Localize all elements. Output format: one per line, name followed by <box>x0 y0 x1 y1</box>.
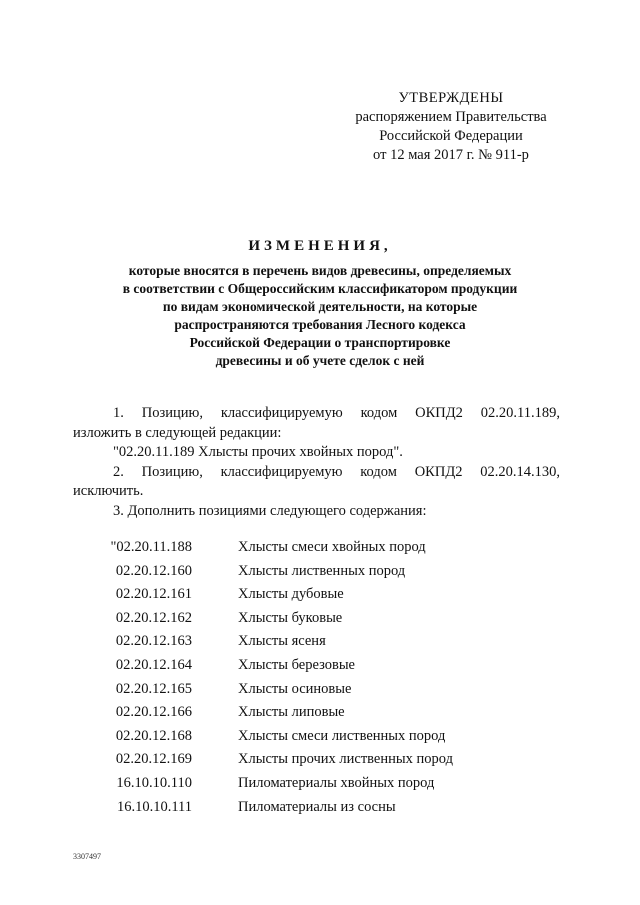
position-row <box>0 654 640 678</box>
item-2-word: 02.20.14.130, <box>480 463 560 480</box>
position-code: 02.20.12.162 <box>115 609 192 626</box>
position-row <box>0 796 640 820</box>
item-1-word: 02.20.11.189, <box>480 405 561 421</box>
item-1-word: 1. Позицию, <box>113 405 203 421</box>
position-row <box>0 630 640 654</box>
position-code: "02.20.11.188 <box>110 539 192 555</box>
position-row <box>0 607 640 631</box>
item-2-word: кодом <box>360 463 397 480</box>
position-code: 02.20.12.164 <box>115 656 192 673</box>
subtitle-line: Российской Федерации о транспортировке <box>189 335 451 350</box>
position-name: Хлысты смеси хвойных пород <box>238 539 426 555</box>
subtitle-line: древесины и об учете сделок с ней <box>215 353 425 368</box>
position-name: Хлысты лиственных пород <box>238 562 406 579</box>
position-row <box>0 678 640 702</box>
document-subtitle <box>60 262 580 370</box>
position-row <box>0 772 640 796</box>
position-name: Хлысты липовые <box>238 704 345 721</box>
position-row <box>0 748 640 772</box>
position-name: Хлысты ясеня <box>238 633 326 650</box>
position-code: 16.10.10.111 <box>116 798 192 815</box>
position-code: 02.20.12.160 <box>115 562 192 579</box>
document-title: ИЗМЕНЕНИЯ, <box>248 238 392 254</box>
positions-list <box>0 536 640 819</box>
position-name: Хлысты березовые <box>238 656 355 673</box>
position-code: 02.20.12.169 <box>115 751 192 768</box>
item-1-new-wording: "02.20.11.189 Хлысты прочих хвойных пород". <box>113 444 403 460</box>
item-1-word: ОКПД2 <box>415 405 463 421</box>
item-2-continuation: исключить. <box>73 483 144 499</box>
item-1-word: классифицируемую <box>220 405 343 421</box>
position-row <box>0 583 640 607</box>
item-1-continuation: изложить в следующей редакции: <box>73 424 282 441</box>
subtitle-line: по видам экономической деятельности, на которые <box>162 299 478 314</box>
item-1-word: кодом <box>360 405 398 421</box>
position-row <box>0 536 640 560</box>
item-2-word: ОКПД2 <box>414 463 463 480</box>
approval-line: распоряжением Правительства <box>355 109 547 125</box>
position-code: 02.20.12.163 <box>115 633 192 650</box>
document-title-block <box>60 236 580 370</box>
position-name: Пиломатериалы из сосны <box>238 798 396 815</box>
amendment-text <box>73 404 560 521</box>
position-name: Хлысты смеси лиственных пород <box>238 727 446 744</box>
document-footer-code: 3307497 <box>73 852 101 861</box>
item-1-first-line <box>73 404 560 424</box>
item-2-word: классифицируемую <box>220 463 343 480</box>
position-name: Хлысты прочих лиственных пород <box>238 751 453 768</box>
approval-line: Российской Федерации <box>379 128 523 144</box>
position-name: Хлысты буковые <box>238 609 343 626</box>
item-2-first-line <box>73 463 560 483</box>
position-row <box>0 701 640 725</box>
item-2-word: 2. Позицию, <box>113 463 203 480</box>
subtitle-line: распространяются требования Лесного кодекса <box>174 317 466 332</box>
position-code: 16.10.10.110 <box>116 774 192 791</box>
position-name: Хлысты дубовые <box>238 586 344 603</box>
position-code: 02.20.12.166 <box>115 704 192 721</box>
position-code: 02.20.12.165 <box>115 680 192 697</box>
position-row <box>0 725 640 749</box>
approval-date-number: от 12 мая 2017 г. № 911-р <box>373 147 529 163</box>
approval-heading: УТВЕРЖДЕНЫ <box>398 90 504 106</box>
subtitle-line: которые вносятся в перечень видов древесины, определяемых <box>128 263 512 278</box>
position-code: 02.20.12.168 <box>115 727 192 744</box>
subtitle-line: в соответствии с Общероссийским классификатором продукции <box>122 281 518 296</box>
position-name: Хлысты осиновые <box>238 680 352 697</box>
position-code: 02.20.12.161 <box>115 586 192 603</box>
item-3: 3. Дополнить позициями следующего содержания: <box>113 502 427 519</box>
position-name: Пиломатериалы хвойных пород <box>238 774 435 791</box>
approval-block <box>346 89 556 165</box>
position-row <box>0 560 640 584</box>
